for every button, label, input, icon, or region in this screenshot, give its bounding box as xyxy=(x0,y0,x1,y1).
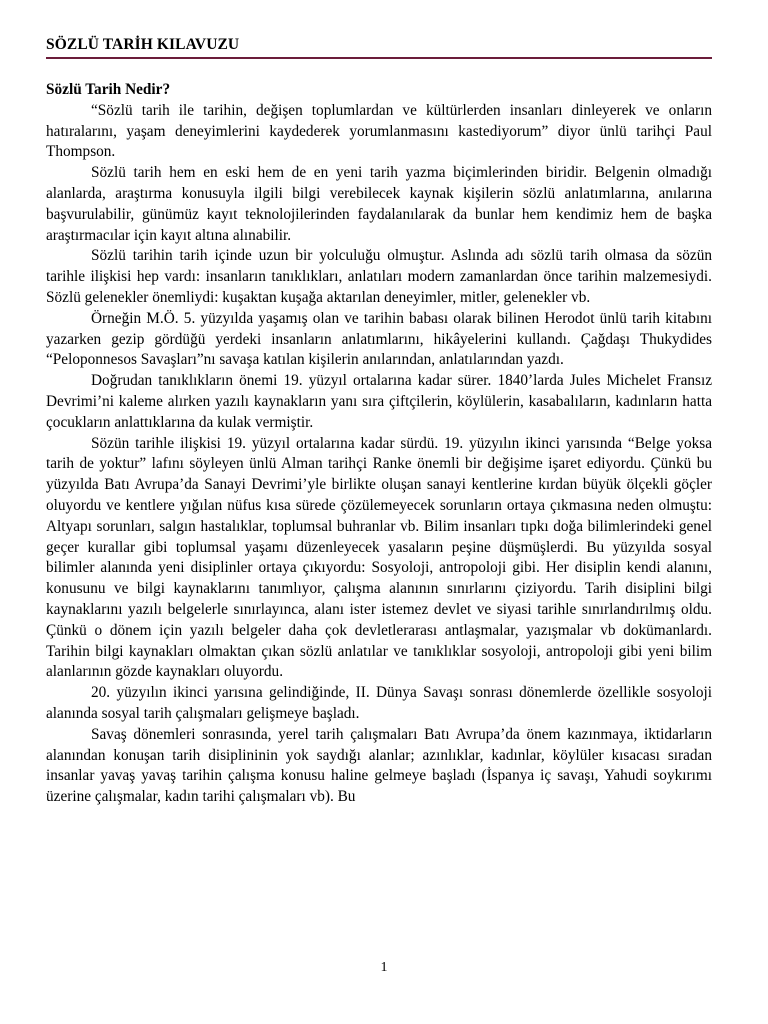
document-header-title: SÖZLÜ TARİH KILAVUZU xyxy=(46,36,240,53)
paragraph: Sözlü tarih hem en eski hem de en yeni tarih yazma biçimlerinden biridir. Belgenin olmadığı alanlarda, araştırma konusuyla ilgili bilgi verebilecek kaynak kişilerin sözlü anlatımlarına, anılarına başvurulabilir, günümüz kayıt teknolojilerinden faydalanılarak da bunlar hem kendimiz hem de başka araştırmacılar için kayıt altına alınabilir. xyxy=(46,164,712,244)
paragraph: Sözün tarihle ilişkisi 19. yüzyıl ortalarına kadar sürdü. 19. yüzyılın ikinci yarısında “Belge yoksa tarih de yoktur” lafını söyleyen ünlü Alman tarihçi Ranke önemli bir değişime işaret ediyordu. Çünkü bu yüzyılda Batı Avrupa’da Sanayi Devrimi’yle birlikte oluşan sanayi kentlerine kırdan büyük ölçekli göçler oluyordu ve kentlere yığılan nüfus kısa sürede çözülemeyecek sorunların ortaya çıkmasına neden olmuştu: Altyapı sorunları, salgın hastalıklar, toplumsal buhranlar vb. Bilim insanları tıpkı doğa bilimlerindeki genel geçer kurallar gibi toplumsal yaşamı düzenleyecek yasaların peşine düşmüşlerdi. Bu yüzyılda sosyal bilimler alanında yeni disiplinler ortaya çıkıyordu: Sosyoloji, antropoloji gibi. Her disiplin kendi alanını, konusunu ve bilgi kaynaklarını tanımlıyor, çalışma alanının sınırlarını çiziyordu. Tarih disiplini bilgi kaynaklarını yazılı belgelerle sınırlayınca, alanı ister istemez devlet ve siyasi tarihle sınırlandırılmış oldu. Çünkü o dönem için yazılı belgeler daha çok devletlerarası antlaşmalar, yazışmalar vb dokümanlardı. Tarihin bilgi kaynakları olmaktan çıkan sözlü anlatılar ve tanıklıklar sosyoloji, antropoloji gibi yeni bilim alanlarının gözde kaynakları oluyordu. xyxy=(46,434,712,681)
paragraph: “Sözlü tarih ile tarihin, değişen toplumlardan ve kültürlerden insanları dinleyerek ve onların hatıralarını, yaşam deneyimlerini kaydederek yorumlanmasını kastediyorum” diyor ünlü tarihçi Paul Thompson. xyxy=(46,101,712,161)
section-title: Sözlü Tarih Nedir? xyxy=(46,81,171,98)
header-divider xyxy=(46,57,712,59)
paragraph: Doğrudan tanıklıkların önemi 19. yüzyıl ortalarına kadar sürer. 1840’larda Jules Michelet Fransız Devrimi’ni kaleme alırken yazılı kaynakların yanı sıra çiftçilerin, köylülerin, kasabalıların, kadınların hatta çocukların anlattıklarına da kulak vermiştir. xyxy=(46,372,712,431)
paragraph: Sözlü tarihin tarih içinde uzun bir yolculuğu olmuştur. Aslında adı sözlü tarih olmasa da sözün tarihle ilişkisi hep vardı: insanların tanıklıkları, anlatıları modern zamanlardan önce tarihin malzemesiydi. Sözlü gelenekler önemliydi: kuşaktan kuşağa aktarılan deneyimler, mitler, gelenekler vb. xyxy=(46,247,712,306)
document-body xyxy=(46,80,712,808)
paragraph: 20. yüzyılın ikinci yarısına gelindiğinde, II. Dünya Savaşı sonrası dönemlerde özellikle sosyoloji alanında sosyal tarih çalışmaları gelişmeye başladı. xyxy=(46,684,712,722)
paragraph: Savaş dönemleri sonrasında, yerel tarih çalışmaları Batı Avrupa’da önem kazınmaya, iktidarların alanından konuşan tarih disiplininin yok saydığı alanlar; azınlıklar, kadınlar, köylüler kısacası sıradan insanlar yavaş yavaş tarihin çalışma konusu haline gelmeye başladı (İspanya iç savaşı, Yahudi soykırımı üzerine çalışmalar, kadın tarihi çalışmaları vb). Bu xyxy=(46,725,712,806)
paragraph: Örneğin M.Ö. 5. yüzyılda yaşamış olan ve tarihin babası olarak bilinen Herodot ünlü tarih kitabını yazarken gezip gördüğü yerdeki insanların anlatımlarını, hikâyelerini kullandı. Çağdaşı Thukydides “Peloponnesos Savaşları”nı savaşa katılan kişilerin anılarından, anlatılarından yazdı. xyxy=(46,309,712,369)
page-number: 1 xyxy=(380,960,388,975)
